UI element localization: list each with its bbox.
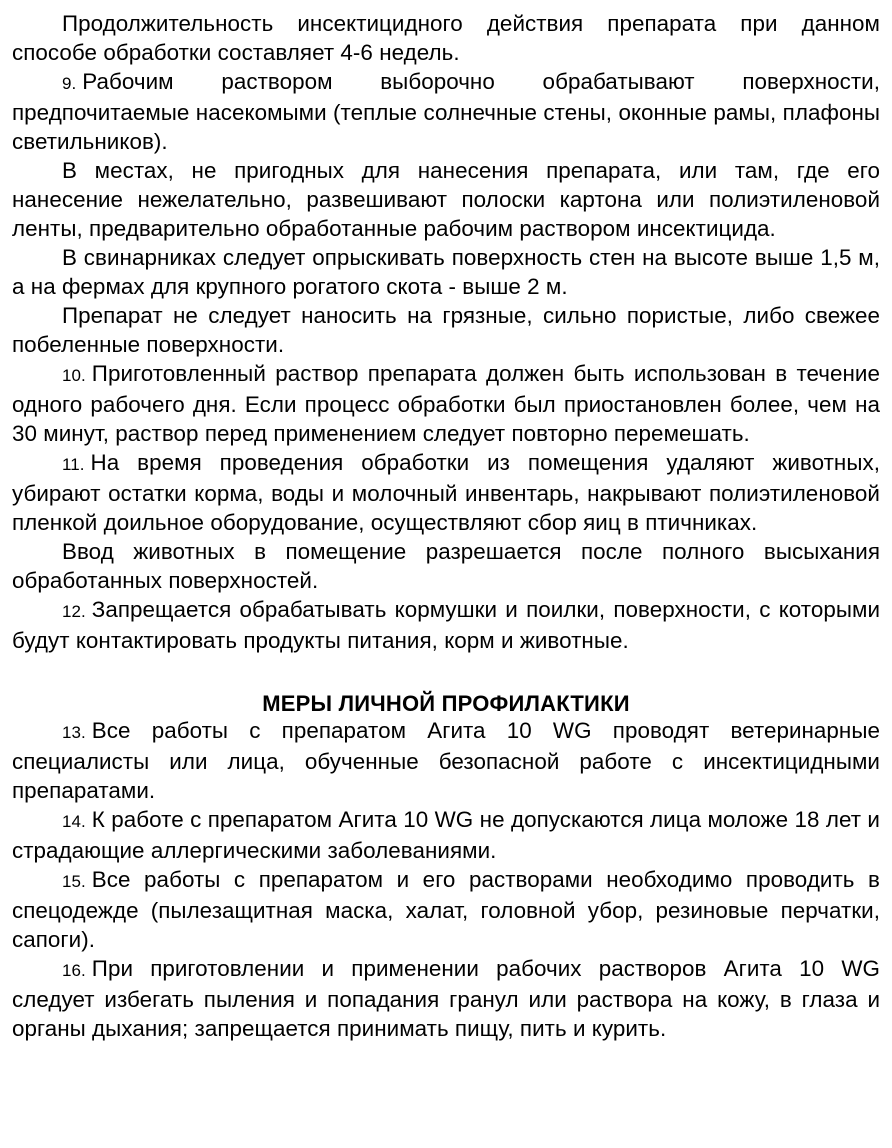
paragraph-text: Запрещается обрабатывать кормушки и поилки, поверхности, с которыми будут контактировать продукты питания, корм и животные. bbox=[12, 597, 880, 653]
paragraph-pigsty-walls bbox=[12, 243, 880, 301]
paragraph-item-10 bbox=[12, 359, 880, 448]
item-number: 11. bbox=[62, 455, 85, 474]
paragraph-text: Препарат не следует наносить на грязные, сильно пористые, либо свежее побеленные поверхности. bbox=[12, 303, 880, 357]
paragraph-text: В свинарниках следует опрыскивать поверхность стен на высоте выше 1,5 м, а на фермах для крупного рогатого скота - выше 2 м. bbox=[12, 245, 880, 299]
paragraph-text: Продолжительность инсектицидного действия препарата при данном способе обработки составляет 4-6 недель. bbox=[12, 11, 880, 65]
paragraph-cardboard-strips bbox=[12, 156, 880, 243]
paragraph-text: При приготовлении и применении рабочих растворов Агита 10 WG следует избегать пыления и попадания гранул или раствора на кожу, в глаза и органы дыхания; запрещается принимать пищу, пить и курить. bbox=[12, 956, 880, 1041]
paragraph-item-12 bbox=[12, 595, 880, 655]
paragraph-text: На время проведения обработки из помещения удаляют животных, убирают остатки корма, воды и молочный инвентарь, накрывают полиэтиленовой пленкой доильное оборудование, осуществляют сбор яиц в птичниках. bbox=[12, 450, 880, 535]
paragraph-item-16 bbox=[12, 954, 880, 1043]
paragraph-item-14 bbox=[12, 805, 880, 865]
item-number: 9. bbox=[62, 74, 77, 93]
paragraph-text: К работе с препаратом Агита 10 WG не допускаются лица моложе 18 лет и страдающие аллергическими заболеваниями. bbox=[12, 807, 880, 863]
item-number: 10. bbox=[62, 366, 86, 385]
paragraph-text: Все работы с препаратом и его растворами необходимо проводить в спецодежде (пылезащитная маска, халат, головной убор, резиновые перчатки, сапоги). bbox=[12, 867, 880, 952]
paragraph-text: Ввод животных в помещение разрешается после полного высыхания обработанных поверхностей. bbox=[12, 539, 880, 593]
paragraph-text: Рабочим раствором выборочно обрабатывают поверхности, предпочитаемые насекомыми (теплые солнечные стены, оконные рамы, плафоны светильников). bbox=[12, 69, 880, 154]
item-number: 14. bbox=[62, 812, 86, 831]
paragraph-item-15 bbox=[12, 865, 880, 954]
paragraph-text: Все работы с препаратом Агита 10 WG проводят ветеринарные специалисты или лица, обученные безопасной работе с инсектицидными препаратами. bbox=[12, 718, 880, 803]
paragraph-dirty-surfaces bbox=[12, 301, 880, 359]
item-number: 13. bbox=[62, 723, 86, 742]
item-number: 15. bbox=[62, 872, 86, 891]
paragraph-item-11 bbox=[12, 448, 880, 537]
paragraph-text: В местах, не пригодных для нанесения препарата, или там, где его нанесение нежелательно, развешивают полоски картона или полиэтиленовой ленты, предварительно обработанные рабочим раствором инсектицида. bbox=[12, 158, 880, 241]
item-number: 12. bbox=[62, 602, 86, 621]
item-number: 16. bbox=[62, 961, 86, 980]
paragraph-animal-entry bbox=[12, 537, 880, 595]
paragraph-item-13 bbox=[12, 716, 880, 805]
paragraph-insecticide-duration bbox=[12, 9, 880, 67]
section-heading: МЕРЫ ЛИЧНОЙ ПРОФИЛАКТИКИ bbox=[262, 691, 630, 716]
paragraph-item-9 bbox=[12, 67, 880, 156]
paragraph-text: Приготовленный раствор препарата должен быть использован в течение одного рабочего дня. Если процесс обработки был приостановлен более, чем на 30 минут, раствор перед применением следует повторно перемешать. bbox=[12, 361, 880, 446]
